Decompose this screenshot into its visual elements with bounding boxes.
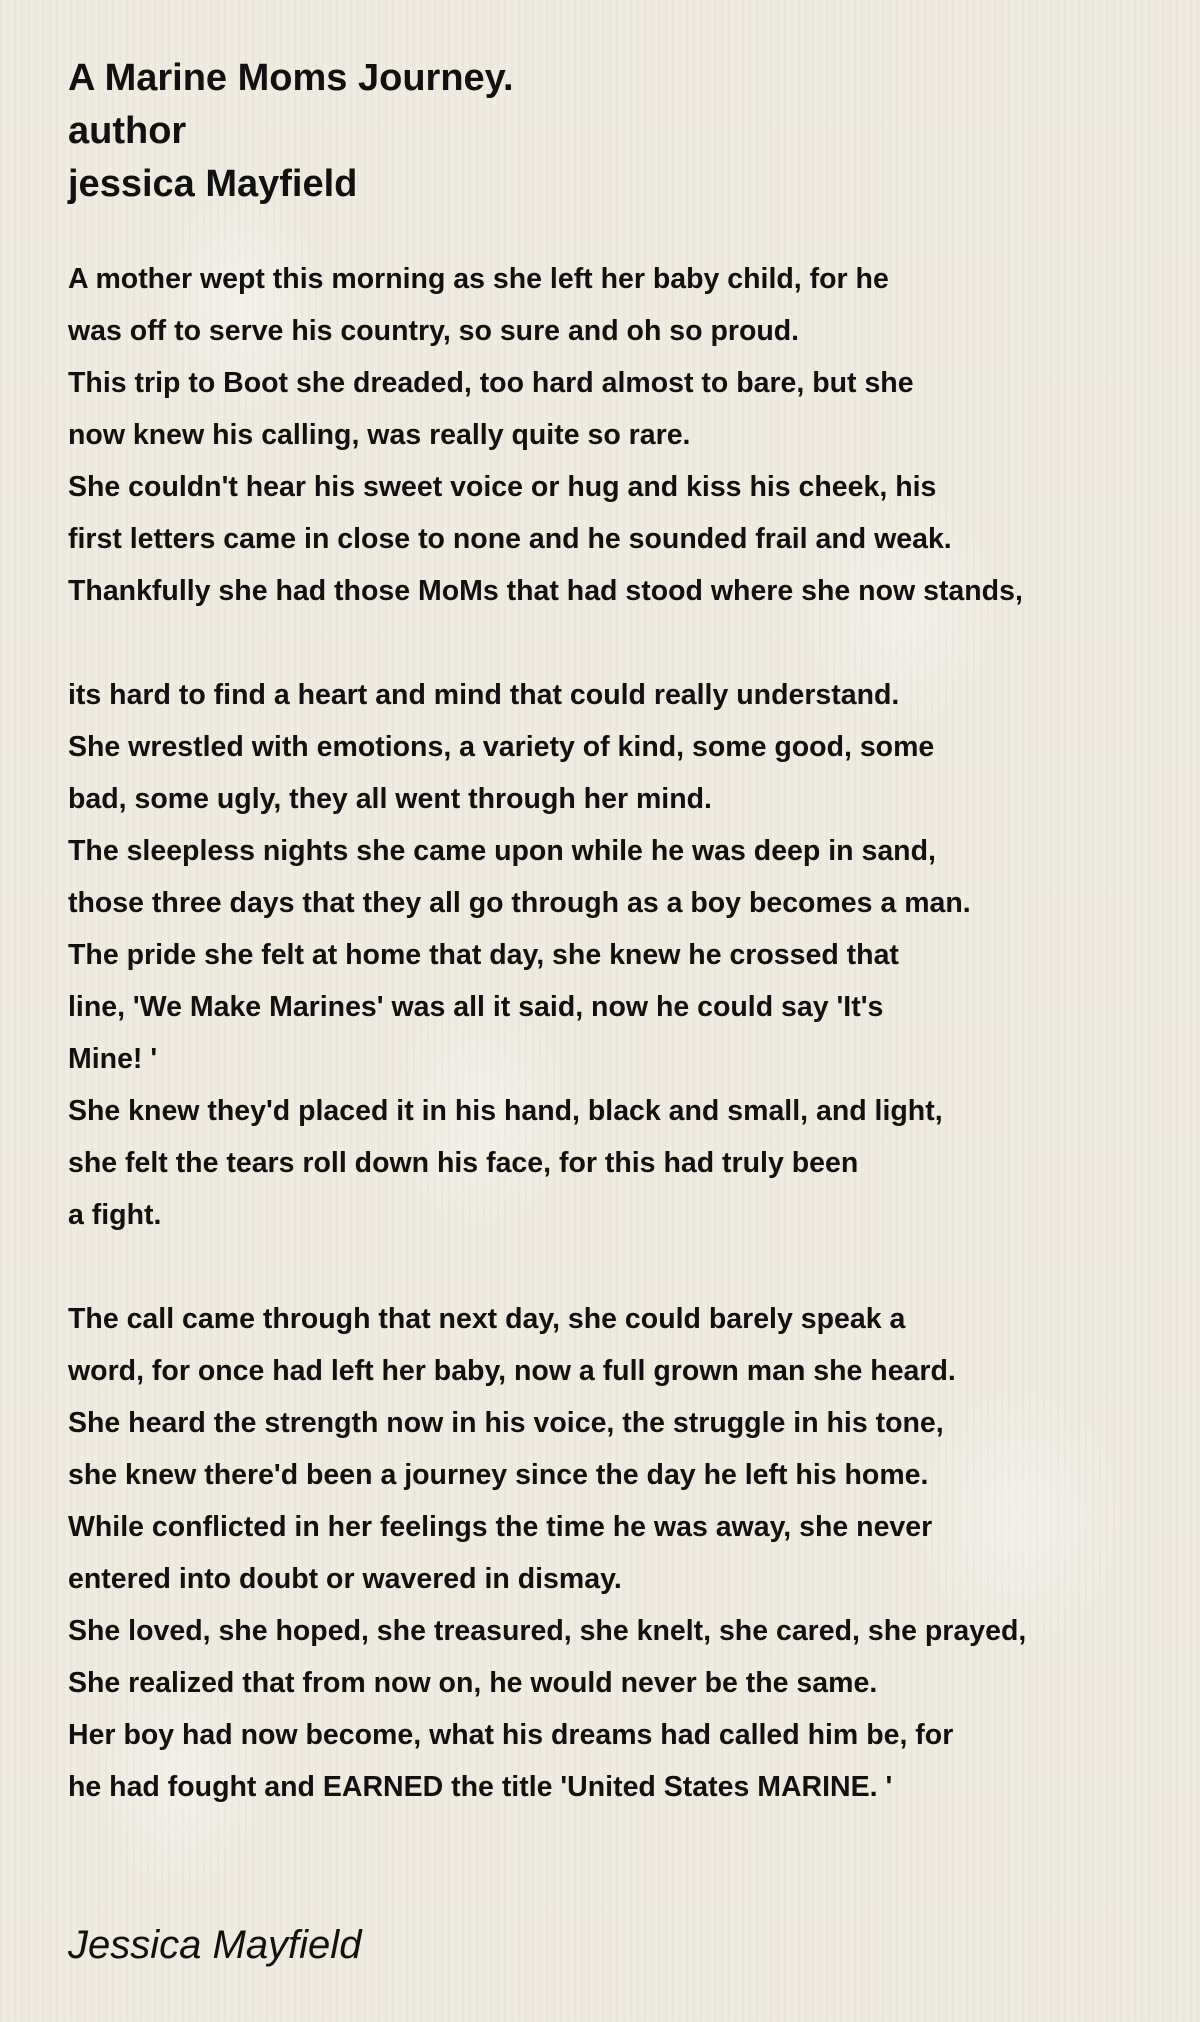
poem-line: This trip to Boot she dreaded, too hard almost to bare, but she xyxy=(68,367,914,399)
poem-line: those three days that they all go through as a boy becomes a man. xyxy=(68,887,971,919)
poem-line: While conflicted in her feelings the time he was away, she never xyxy=(68,1511,933,1543)
poem-line: The pride she felt at home that day, she knew he crossed that xyxy=(68,939,899,971)
poem-line: The sleepless nights she came upon while he was deep in sand, xyxy=(68,835,936,867)
poem-line: she knew there'd been a journey since the day he left his home. xyxy=(68,1459,929,1491)
poem-line: word, for once had left her baby, now a full grown man she heard. xyxy=(68,1355,956,1387)
poem-line: entered into doubt or wavered in dismay. xyxy=(68,1563,622,1595)
poem-line: line, 'We Make Marines' was all it said, now he could say 'It's xyxy=(68,991,884,1023)
poem-line: first letters came in close to none and he sounded frail and weak. xyxy=(68,523,952,555)
poem-line: The call came through that next day, she could barely speak a xyxy=(68,1303,906,1335)
poem-line: She couldn't hear his sweet voice or hug and kiss his cheek, his xyxy=(68,471,937,503)
poem-title: A Marine Moms Journey. xyxy=(68,57,514,99)
poem-line: now knew his calling, was really quite so rare. xyxy=(68,419,691,451)
poem-line: She loved, she hoped, she treasured, she knelt, she cared, she prayed, xyxy=(68,1615,1027,1647)
poem-line: was off to serve his country, so sure and oh so proud. xyxy=(68,315,800,347)
poem-body xyxy=(68,253,1188,1813)
poem-line: he had fought and EARNED the title 'United States MARINE. ' xyxy=(68,1771,893,1803)
poem-line: Thankfully she had those MoMs that had stood where she now stands, xyxy=(68,575,1023,607)
author-signature: Jessica Mayfield xyxy=(68,1923,362,1967)
poem-line: She heard the strength now in his voice, the struggle in his tone, xyxy=(68,1407,944,1439)
poem-line: A mother wept this morning as she left her baby child, for he xyxy=(68,263,889,295)
poem-line: bad, some ugly, they all went through her mind. xyxy=(68,783,712,815)
poem-header xyxy=(68,52,514,211)
poem-line: Her boy had now become, what his dreams had called him be, for xyxy=(68,1719,954,1751)
poem-stanza-break xyxy=(68,1241,1188,1293)
poem-line: She realized that from now on, he would never be the same. xyxy=(68,1667,878,1699)
poem-line: She wrestled with emotions, a variety of kind, some good, some xyxy=(68,731,935,763)
poem-line: Mine! ' xyxy=(68,1043,158,1075)
poem-line: a fight. xyxy=(68,1199,162,1231)
poem-line: she felt the tears roll down his face, for this had truly been xyxy=(68,1147,859,1179)
poem-line: its hard to find a heart and mind that could really understand. xyxy=(68,679,900,711)
poem-line: She knew they'd placed it in his hand, black and small, and light, xyxy=(68,1095,943,1127)
author-label: author xyxy=(68,110,187,152)
poem-stanza-break xyxy=(68,617,1188,669)
author-name: jessica Mayfield xyxy=(68,163,358,205)
